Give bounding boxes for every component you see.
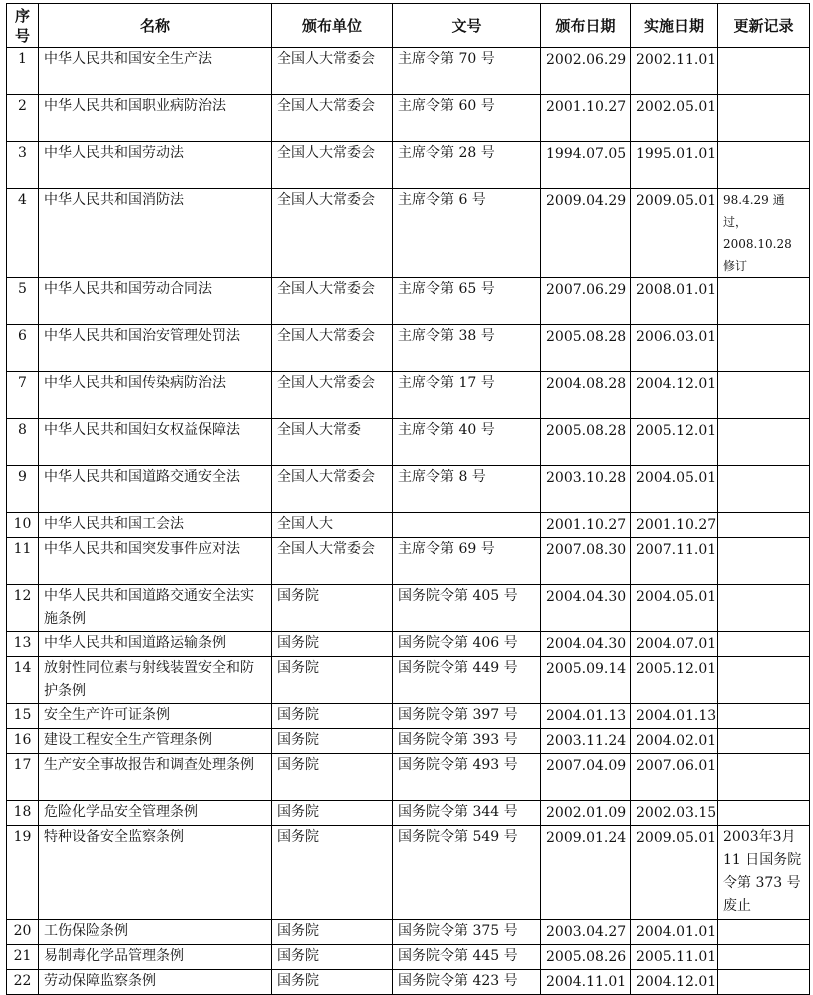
cell-docno: 主席令第 17 号 — [393, 372, 541, 419]
cell-docno: 主席令第 28 号 — [393, 142, 541, 189]
cell-docno: 主席令第 60 号 — [393, 95, 541, 142]
header-row — [7, 4, 810, 48]
cell-effective-date: 2004.12.01 — [631, 970, 718, 995]
cell-issuer: 全国人大常委会 — [272, 372, 393, 419]
cell-name: 劳动保障监察条例 — [39, 970, 272, 995]
cell-seq: 2 — [7, 95, 39, 142]
cell-issuer: 全国人大常委 — [272, 419, 393, 466]
header-effective-date: 实施日期 — [631, 4, 718, 48]
cell-issue-date: 2009.04.29 — [541, 189, 631, 278]
cell-name: 中华人民共和国安全生产法 — [39, 48, 272, 95]
cell-issuer: 全国人大常委会 — [272, 95, 393, 142]
cell-effective-date: 2002.03.15 — [631, 801, 718, 826]
cell-effective-date: 1995.01.01 — [631, 142, 718, 189]
cell-seq: 4 — [7, 189, 39, 278]
table-row — [7, 704, 810, 729]
cell-issue-date: 2004.04.30 — [541, 585, 631, 632]
cell-name: 中华人民共和国道路交通安全法实施条例 — [39, 585, 272, 632]
cell-seq: 7 — [7, 372, 39, 419]
cell-effective-date: 2009.05.01 — [631, 826, 718, 920]
table-row — [7, 419, 810, 466]
cell-issuer: 全国人大常委会 — [272, 142, 393, 189]
cell-name: 危险化学品安全管理条例 — [39, 801, 272, 826]
table-row — [7, 48, 810, 95]
cell-name: 中华人民共和国妇女权益保障法 — [39, 419, 272, 466]
cell-issuer: 国务院 — [272, 704, 393, 729]
cell-name: 中华人民共和国工会法 — [39, 513, 272, 538]
cell-update — [718, 538, 810, 585]
cell-effective-date: 2007.06.01 — [631, 754, 718, 801]
cell-docno: 国务院令第 344 号 — [393, 801, 541, 826]
cell-seq: 3 — [7, 142, 39, 189]
table-row — [7, 945, 810, 970]
cell-effective-date: 2005.11.01 — [631, 945, 718, 970]
cell-update — [718, 632, 810, 657]
cell-update — [718, 945, 810, 970]
cell-update — [718, 801, 810, 826]
cell-seq: 8 — [7, 419, 39, 466]
table-row — [7, 585, 810, 632]
table-row — [7, 920, 810, 945]
cell-issue-date: 2002.06.29 — [541, 48, 631, 95]
table-row — [7, 538, 810, 585]
cell-issue-date: 2003.04.27 — [541, 920, 631, 945]
cell-seq: 9 — [7, 466, 39, 513]
cell-update — [718, 95, 810, 142]
cell-effective-date: 2004.01.13 — [631, 704, 718, 729]
cell-update — [718, 970, 810, 995]
cell-issuer: 全国人大常委会 — [272, 538, 393, 585]
cell-issue-date: 2009.01.24 — [541, 826, 631, 920]
cell-issue-date: 2003.11.24 — [541, 729, 631, 754]
cell-seq: 18 — [7, 801, 39, 826]
cell-seq: 21 — [7, 945, 39, 970]
cell-update — [718, 466, 810, 513]
cell-name: 易制毒化学品管理条例 — [39, 945, 272, 970]
cell-seq: 1 — [7, 48, 39, 95]
cell-docno: 主席令第 70 号 — [393, 48, 541, 95]
cell-name: 工伤保险条例 — [39, 920, 272, 945]
cell-name: 中华人民共和国劳动合同法 — [39, 278, 272, 325]
cell-name: 中华人民共和国传染病防治法 — [39, 372, 272, 419]
table-row — [7, 729, 810, 754]
cell-issue-date: 2005.09.14 — [541, 657, 631, 704]
table-row — [7, 513, 810, 538]
cell-name: 中华人民共和国突发事件应对法 — [39, 538, 272, 585]
cell-docno: 国务院令第 449 号 — [393, 657, 541, 704]
cell-update — [718, 48, 810, 95]
table-row — [7, 95, 810, 142]
cell-docno: 国务院令第 406 号 — [393, 632, 541, 657]
cell-effective-date: 2009.05.01 — [631, 189, 718, 278]
cell-docno: 国务院令第 445 号 — [393, 945, 541, 970]
cell-issuer: 国务院 — [272, 632, 393, 657]
cell-issuer: 国务院 — [272, 970, 393, 995]
cell-issuer: 国务院 — [272, 945, 393, 970]
header-name: 名称 — [39, 4, 272, 48]
cell-name: 生产安全事故报告和调查处理条例 — [39, 754, 272, 801]
cell-docno: 国务院令第 549 号 — [393, 826, 541, 920]
table-row — [7, 754, 810, 801]
table-row — [7, 278, 810, 325]
table-row — [7, 142, 810, 189]
cell-update — [718, 372, 810, 419]
table-row — [7, 826, 810, 920]
cell-issuer: 国务院 — [272, 585, 393, 632]
cell-effective-date: 2005.12.01 — [631, 419, 718, 466]
cell-seq: 15 — [7, 704, 39, 729]
cell-update — [718, 585, 810, 632]
table-row — [7, 372, 810, 419]
cell-seq: 13 — [7, 632, 39, 657]
header-update: 更新记录 — [718, 4, 810, 48]
cell-seq: 16 — [7, 729, 39, 754]
header-issuer: 颁布单位 — [272, 4, 393, 48]
cell-update — [718, 419, 810, 466]
cell-issue-date: 2004.08.28 — [541, 372, 631, 419]
cell-update: 98.4.29 通过，2008.10.28 修订 — [718, 189, 810, 278]
table-row — [7, 970, 810, 995]
cell-name: 中华人民共和国劳动法 — [39, 142, 272, 189]
cell-issuer: 国务院 — [272, 729, 393, 754]
cell-update — [718, 657, 810, 704]
cell-effective-date: 2008.01.01 — [631, 278, 718, 325]
table-row — [7, 325, 810, 372]
cell-docno: 国务院令第 397 号 — [393, 704, 541, 729]
cell-name: 中华人民共和国道路交通安全法 — [39, 466, 272, 513]
cell-update — [718, 729, 810, 754]
cell-issue-date: 2002.01.09 — [541, 801, 631, 826]
cell-seq: 10 — [7, 513, 39, 538]
table-row — [7, 189, 810, 278]
cell-docno: 国务院令第 393 号 — [393, 729, 541, 754]
cell-effective-date: 2002.11.01 — [631, 48, 718, 95]
cell-seq: 14 — [7, 657, 39, 704]
cell-issue-date: 2001.10.27 — [541, 95, 631, 142]
cell-issue-date: 2005.08.28 — [541, 325, 631, 372]
cell-issuer: 国务院 — [272, 657, 393, 704]
cell-docno: 主席令第 40 号 — [393, 419, 541, 466]
cell-name: 特种设备安全监察条例 — [39, 826, 272, 920]
cell-update — [718, 142, 810, 189]
cell-name: 中华人民共和国职业病防治法 — [39, 95, 272, 142]
cell-effective-date: 2004.05.01 — [631, 585, 718, 632]
cell-update — [718, 754, 810, 801]
cell-issue-date: 2005.08.26 — [541, 945, 631, 970]
header-issue-date: 颁布日期 — [541, 4, 631, 48]
cell-docno: 国务院令第 405 号 — [393, 585, 541, 632]
table-row — [7, 466, 810, 513]
cell-effective-date: 2004.02.01 — [631, 729, 718, 754]
cell-name: 放射性同位素与射线装置安全和防护条例 — [39, 657, 272, 704]
cell-seq: 5 — [7, 278, 39, 325]
cell-issue-date: 2003.10.28 — [541, 466, 631, 513]
cell-docno: 主席令第 65 号 — [393, 278, 541, 325]
cell-issue-date: 2001.10.27 — [541, 513, 631, 538]
cell-seq: 6 — [7, 325, 39, 372]
cell-issuer: 全国人大常委会 — [272, 48, 393, 95]
cell-effective-date: 2002.05.01 — [631, 95, 718, 142]
cell-update — [718, 513, 810, 538]
cell-update — [718, 325, 810, 372]
cell-effective-date: 2004.05.01 — [631, 466, 718, 513]
cell-name: 安全生产许可证条例 — [39, 704, 272, 729]
cell-issue-date: 2004.04.30 — [541, 632, 631, 657]
cell-effective-date: 2001.10.27 — [631, 513, 718, 538]
cell-issuer: 国务院 — [272, 920, 393, 945]
cell-docno: 主席令第 69 号 — [393, 538, 541, 585]
cell-issue-date: 2007.04.09 — [541, 754, 631, 801]
cell-name: 中华人民共和国道路运输条例 — [39, 632, 272, 657]
cell-seq: 12 — [7, 585, 39, 632]
cell-update — [718, 920, 810, 945]
cell-name: 建设工程安全生产管理条例 — [39, 729, 272, 754]
cell-issuer: 国务院 — [272, 754, 393, 801]
table-row — [7, 632, 810, 657]
cell-effective-date: 2004.12.01 — [631, 372, 718, 419]
cell-issue-date: 2005.08.28 — [541, 419, 631, 466]
cell-update — [718, 704, 810, 729]
header-seq: 序号 — [7, 4, 39, 48]
cell-issuer: 全国人大常委会 — [272, 189, 393, 278]
cell-docno: 国务院令第 375 号 — [393, 920, 541, 945]
cell-effective-date: 2004.01.01 — [631, 920, 718, 945]
cell-effective-date: 2004.07.01 — [631, 632, 718, 657]
cell-issuer: 国务院 — [272, 801, 393, 826]
cell-issue-date: 2004.01.13 — [541, 704, 631, 729]
table-row — [7, 801, 810, 826]
cell-docno: 国务院令第 493 号 — [393, 754, 541, 801]
cell-docno: 主席令第 8 号 — [393, 466, 541, 513]
cell-seq: 11 — [7, 538, 39, 585]
cell-issuer: 全国人大常委会 — [272, 466, 393, 513]
cell-name: 中华人民共和国消防法 — [39, 189, 272, 278]
cell-seq: 19 — [7, 826, 39, 920]
table-row — [7, 657, 810, 704]
cell-docno: 主席令第 6 号 — [393, 189, 541, 278]
cell-docno: 主席令第 38 号 — [393, 325, 541, 372]
cell-issuer: 全国人大常委会 — [272, 278, 393, 325]
cell-effective-date: 2005.12.01 — [631, 657, 718, 704]
cell-issuer: 全国人大 — [272, 513, 393, 538]
cell-update — [718, 278, 810, 325]
cell-effective-date: 2006.03.01 — [631, 325, 718, 372]
cell-update: 2003年3月11 日国务院令第 373 号废止 — [718, 826, 810, 920]
cell-issue-date: 1994.07.05 — [541, 142, 631, 189]
cell-issuer: 国务院 — [272, 826, 393, 920]
cell-issue-date: 2004.11.01 — [541, 970, 631, 995]
header-docno: 文号 — [393, 4, 541, 48]
cell-seq: 20 — [7, 920, 39, 945]
cell-seq: 17 — [7, 754, 39, 801]
cell-issuer: 全国人大常委会 — [272, 325, 393, 372]
cell-docno: 国务院令第 423 号 — [393, 970, 541, 995]
cell-seq: 22 — [7, 970, 39, 995]
cell-issue-date: 2007.08.30 — [541, 538, 631, 585]
cell-docno — [393, 513, 541, 538]
regulations-table — [6, 3, 810, 995]
cell-name: 中华人民共和国治安管理处罚法 — [39, 325, 272, 372]
cell-issue-date: 2007.06.29 — [541, 278, 631, 325]
cell-effective-date: 2007.11.01 — [631, 538, 718, 585]
